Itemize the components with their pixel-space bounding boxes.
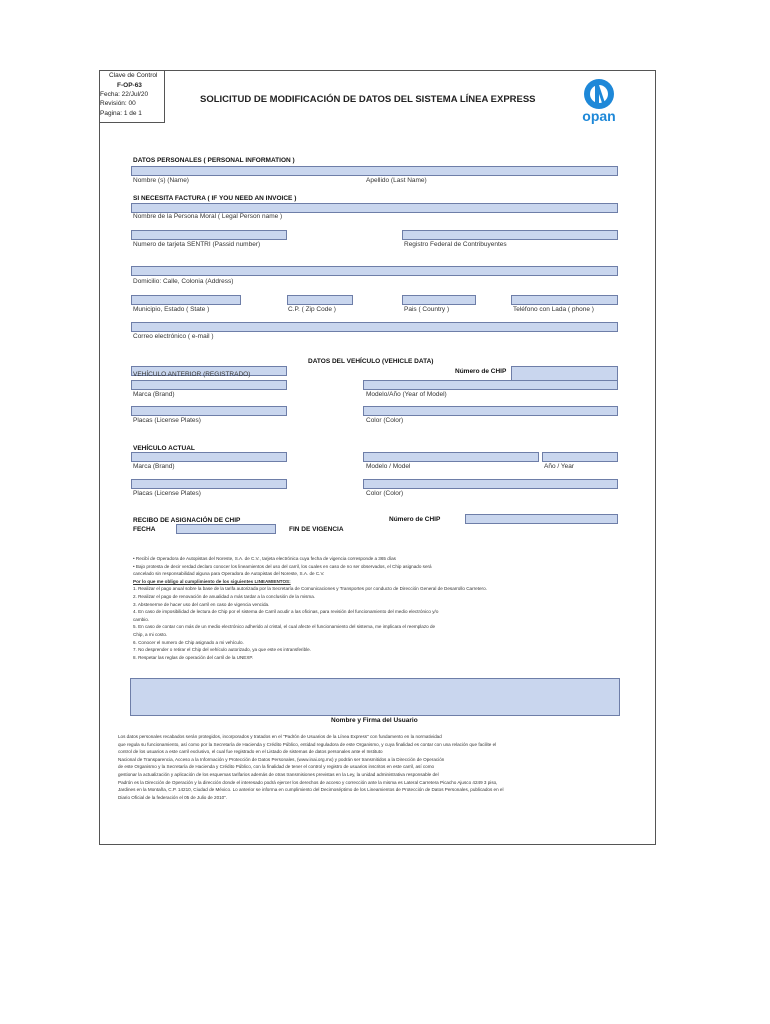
chip-number-field[interactable] bbox=[511, 366, 618, 381]
privacy-line: gestionar la actualización y aplicación de los esquemas tarifarios además de otras transmisiones previstas en la Ley, la unidad administrativa responsable del bbox=[118, 771, 439, 777]
address-field[interactable] bbox=[131, 266, 618, 276]
phone-label: Teléfono con Lada ( phone ) bbox=[513, 306, 594, 313]
terms-text bbox=[133, 555, 487, 661]
privacy-line: Padrón es la Dirección de Operación y la dirección donde el interesado podrá ejercer los derechos de acceso y corrección ante la misma es Lateral Carretera Picacho Ajusco 4249 3 piso, bbox=[118, 779, 498, 785]
chip-number-label: Número de CHIP bbox=[455, 368, 507, 375]
model-year-field[interactable] bbox=[363, 380, 618, 390]
sentri-field[interactable] bbox=[131, 230, 287, 240]
model2-label: Modelo / Model bbox=[366, 463, 411, 470]
plates-field[interactable] bbox=[131, 406, 287, 416]
terms-line: 7. No desprender o retirar el Chip del vehículo autorizado, ya que este es intransferible. bbox=[133, 647, 311, 653]
terms-line: Chip, a mi costo. bbox=[133, 631, 168, 637]
control-page: Pagina: 1 de 1 bbox=[100, 110, 142, 117]
privacy-line: de este Organismo y la Secretaría de Hacienda y Crédito Público, con la finalidad de tener el control y registro de usuarios inscritos en este carril, así como bbox=[118, 764, 435, 770]
receipt-date-field[interactable] bbox=[176, 524, 276, 534]
terms-line: 4. En caso de imposibilidad de lectura de Chip por el sistema de Carril acudir a las oficinas, para revisión del funcionamiento del medio electrónico y/o bbox=[133, 609, 439, 615]
email-field[interactable] bbox=[131, 322, 618, 332]
color-field[interactable] bbox=[363, 406, 618, 416]
brand2-field[interactable] bbox=[131, 452, 287, 462]
legal-name-field[interactable] bbox=[131, 203, 618, 213]
color2-label: Color (Color) bbox=[366, 490, 404, 497]
opan-logo-icon bbox=[575, 74, 625, 126]
page-title: SOLICITUD DE MODIFICACIÓN DE DATOS DEL SISTEMA LÍNEA EXPRESS bbox=[200, 94, 536, 105]
legal-name-label: Nombre de la Persona Moral ( Legal Person name ) bbox=[133, 213, 283, 220]
personal-heading: DATOS PERSONALES ( PERSONAL INFORMATION ) bbox=[133, 157, 295, 164]
color-label: Color (Color) bbox=[366, 417, 404, 424]
plates2-label: Placas (License Plates) bbox=[133, 490, 201, 497]
year-field[interactable] bbox=[542, 452, 618, 462]
validity-end-label: FIN DE VIGENCIA bbox=[289, 526, 344, 533]
phone-field[interactable] bbox=[511, 295, 618, 305]
rfc-field[interactable] bbox=[402, 230, 618, 240]
lastname-label: Apellido (Last Name) bbox=[366, 177, 427, 184]
zip-label: C.P. ( Zip Code ) bbox=[288, 306, 336, 313]
terms-line: • Bajo protesta de decir verdad declaro conocer los lineamientos del uso del carril, los cuales en caso de no ser observados, el Chip asignado será bbox=[133, 563, 432, 569]
terms-line: 8. Respetar las reglas de operación del carril de la UNEXP. bbox=[133, 654, 254, 660]
receipt-heading: RECIBO DE ASIGNACIÓN DE CHIP bbox=[133, 517, 241, 524]
state-field[interactable] bbox=[131, 295, 241, 305]
prev-vehicle-label: VEHÍCULO ANTERIOR (REGISTRADO) bbox=[133, 371, 251, 378]
sentri-label: Numero de tarjeta SENTRI (Passid number) bbox=[133, 241, 261, 248]
terms-line: • Recibí de Operadora de Autopistas del Noreste, S.A. de C.V., tarjeta electrónica cuya fecha de vigencia corresponde a 365 días bbox=[133, 556, 396, 561]
plates2-field[interactable] bbox=[131, 479, 287, 489]
control-code: F-OP-63 bbox=[117, 82, 142, 89]
address-label: Domicilio: Calle, Colonia (Address) bbox=[133, 278, 234, 285]
privacy-line: Jardines en la Montaña, C.P. 14210, Ciudad de México. Lo anterior se informa en cumplimiento del Decimoséptimo de los Lineamientos de Protección de Datos Personales, publicados en el bbox=[118, 787, 504, 793]
model2-field[interactable] bbox=[363, 452, 539, 462]
brand-label: Marca (Brand) bbox=[133, 391, 175, 398]
terms-line: 1. Realizar el pago anual sobre la base de la tarifa autorizada por la Secretaría de Comunicaciones y Transportes por conducto de Dirección General de Desarrollo Carretero. bbox=[133, 586, 487, 592]
zip-field[interactable] bbox=[287, 295, 353, 305]
signature-field[interactable] bbox=[130, 678, 620, 716]
terms-line: cancelado sin responsabilidad alguna para Operadora de Autopistas del Noreste, S.A. de C.V. bbox=[133, 571, 325, 577]
plates-label: Placas (License Plates) bbox=[133, 417, 201, 424]
model-year-label: Modelo/Año (Year of Model) bbox=[366, 391, 447, 398]
rfc-label: Registro Federal de Contribuyentes bbox=[404, 241, 507, 248]
terms-line: 6. Conocer el numero de Chip asignado a mi vehículo. bbox=[133, 639, 244, 645]
receipt-chip-field[interactable] bbox=[465, 514, 618, 524]
terms-line: 2. Realizar el pago de renovación de anualidad a más tardar a la conclusión de la misma. bbox=[133, 593, 316, 599]
email-label: Correo electrónico ( e-mail ) bbox=[133, 333, 214, 340]
logo-text: opan bbox=[582, 108, 616, 124]
receipt-date-label: FECHA bbox=[133, 526, 156, 533]
terms-line: Por lo que me obligo al cumplimiento de los siguientes LINEAMIENTOS: bbox=[133, 578, 291, 584]
opan-logo bbox=[575, 74, 625, 126]
name-field[interactable] bbox=[131, 166, 618, 176]
terms-line: 3. Abstenerme de hacer uso del carril en caso de vigencia vencida. bbox=[133, 601, 270, 607]
terms-line: 5. En caso de contar con más de un medio electrónico adherido al cristal, el cual afecte el funcionamiento del sistema, me implicara el reemplazo de bbox=[133, 624, 436, 630]
privacy-line: control de los usuarios a este carril exclusivo, el cual fue registrado en el Listado de sistemas de datos personales ante el Instituto bbox=[118, 749, 383, 755]
privacy-line: Nacional de Transparencia, Acceso a la Información y Protección de Datos Personales, (www.inai.org.mx) y podrán ser transmitidos a la Dirección de Operación bbox=[118, 756, 445, 762]
name-label: Nombre (s) (Name) bbox=[133, 177, 189, 184]
brand-field[interactable] bbox=[131, 380, 287, 390]
privacy-line: Diario Oficial de la federación el 05 de Julio de 2010". bbox=[118, 794, 228, 800]
year-label: Año / Year bbox=[544, 463, 574, 470]
control-label: Clave de Control bbox=[109, 72, 158, 79]
privacy-line: que regula su funcionamiento, así como por la Secretaría de Hacienda y Crédito Público, entidad reguladora de este Organismo, y cuya finalidad es contar con una relación que facilite el bbox=[118, 741, 497, 747]
state-label: Municipio, Estado ( State ) bbox=[133, 306, 210, 313]
receipt-chip-label: Número de CHIP bbox=[389, 516, 441, 523]
vehicle-heading: DATOS DEL VEHÍCULO (VEHICLE DATA) bbox=[308, 358, 434, 365]
invoice-heading: SI NECESITA FACTURA ( IF YOU NEED AN INVOICE ) bbox=[133, 195, 297, 202]
signature-label: Nombre y Firma del Usuario bbox=[331, 717, 418, 724]
privacy-line: Los datos personales recabados serán protegidos, incorporados y tratados en el "Padrón de Usuarios de la Línea Express" con fundamento en la normatividad bbox=[118, 734, 442, 739]
color2-field[interactable] bbox=[363, 479, 618, 489]
brand2-label: Marca (Brand) bbox=[133, 463, 175, 470]
country-label: Pais ( Country ) bbox=[404, 306, 450, 313]
current-vehicle-heading: VEHÍCULO ACTUAL bbox=[133, 445, 195, 452]
control-date: Fecha: 22/Jul/20 bbox=[100, 91, 149, 98]
control-revision: Revisión: 00 bbox=[100, 100, 136, 107]
privacy-text bbox=[118, 733, 504, 801]
country-field[interactable] bbox=[402, 295, 476, 305]
terms-line: cambio. bbox=[133, 616, 150, 622]
